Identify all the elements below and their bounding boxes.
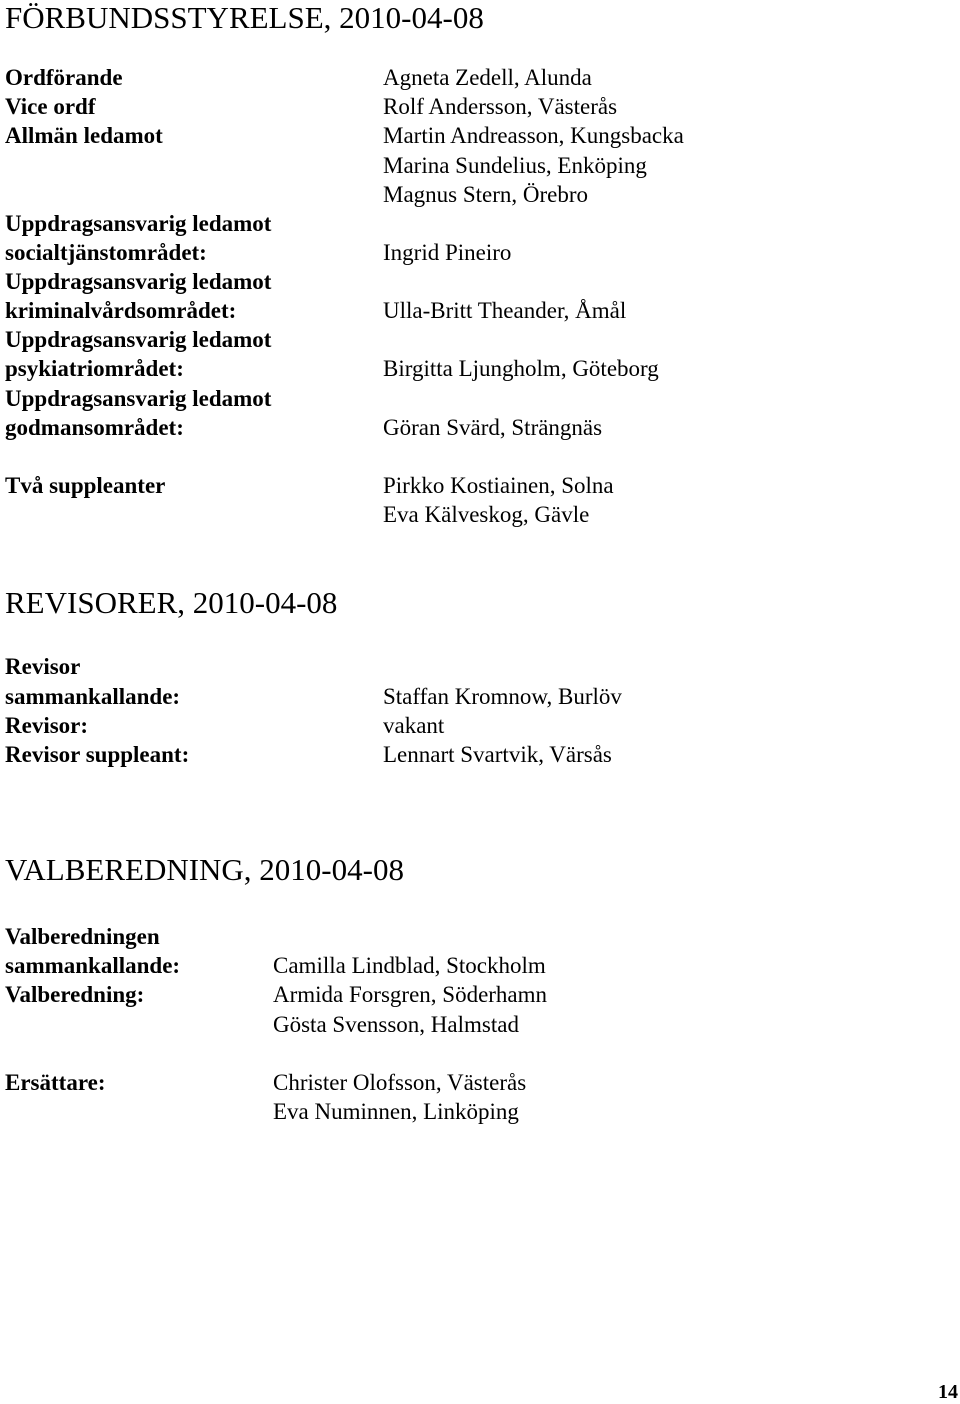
section-heading-revisorer: REVISORER, 2010-04-08 [5,585,338,620]
member-name: vakant [383,713,445,738]
member-name: Eva Numinnen, Linköping [273,1099,519,1124]
member-name: Marina Sundelius, Enköping [383,153,647,178]
role-label: Valberedningen [5,924,160,949]
role-label: kriminalvårdsområdet: [5,298,237,323]
member-name: Martin Andreasson, Kungsbacka [383,123,684,148]
role-label: godmansområdet: [5,415,184,440]
member-name: Ingrid Pineiro [383,240,512,265]
member-name: Birgitta Ljungholm, Göteborg [383,356,659,381]
role-label: Uppdragsansvarig ledamot [5,211,272,236]
member-name: Agneta Zedell, Alunda [383,65,592,90]
member-name: Göran Svärd, Strängnäs [383,415,603,440]
section-heading-valberedning: VALBEREDNING, 2010-04-08 [5,852,404,887]
role-label: Vice ordf [5,94,96,119]
member-name: Camilla Lindblad, Stockholm [273,953,546,978]
member-name: Magnus Stern, Örebro [383,182,589,207]
role-label: Uppdragsansvarig ledamot [5,386,272,411]
role-label: Valberedning: [5,982,145,1007]
role-label: Revisor [5,654,81,679]
role-label: Revisor suppleant: [5,742,190,767]
role-label: sammankallande: [5,684,181,709]
role-label: Ersättare: [5,1070,106,1095]
role-label: Två suppleanter [5,473,166,498]
role-label: psykiatriområdet: [5,356,184,381]
member-name: Armida Forsgren, Söderhamn [273,982,548,1007]
member-name: Ulla-Britt Theander, Åmål [383,298,627,323]
member-name: Pirkko Kostiainen, Solna [383,473,614,498]
role-label: sammankallande: [5,953,181,978]
member-name: Christer Olofsson, Västerås [273,1070,527,1095]
role-label: Revisor: [5,713,89,738]
member-name: Gösta Svensson, Halmstad [273,1012,519,1037]
member-name: Eva Kälveskog, Gävle [383,502,590,527]
member-name: Rolf Andersson, Västerås [383,94,618,119]
role-label: Allmän ledamot [5,123,163,148]
member-name: Staffan Kromnow, Burlöv [383,684,622,709]
member-name: Lennart Svartvik, Värsås [383,742,612,767]
role-label: Ordförande [5,65,123,90]
section-heading-forbundsstyrelse: FÖRBUNDSSTYRELSE, 2010-04-08 [5,0,484,35]
role-label: Uppdragsansvarig ledamot [5,269,272,294]
role-label: socialtjänstområdet: [5,240,207,265]
page-number: 14 [938,1381,958,1403]
role-label: Uppdragsansvarig ledamot [5,327,272,352]
